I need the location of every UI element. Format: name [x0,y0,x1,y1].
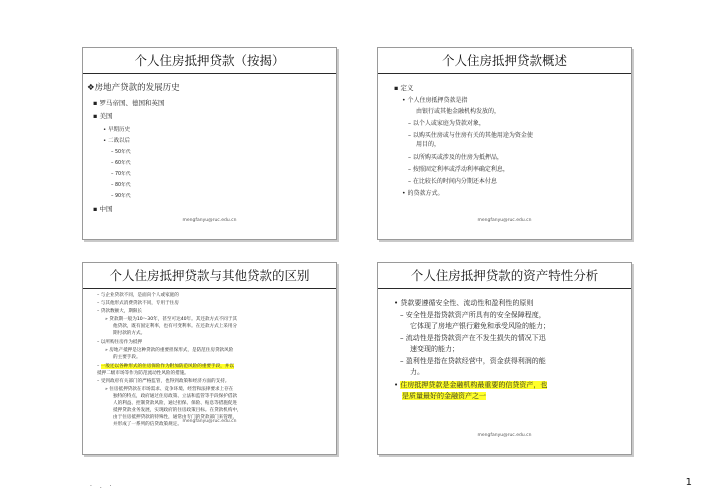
list-item: • 二战以后 [103,138,131,144]
list-item: – 按照固定利率或浮动利率确定利息， [408,166,509,173]
slide-4-body [378,290,631,454]
list-item: 他贷款，既有固定利率，也有可变利率。在还款方式上采用分 [113,324,238,329]
list-item: 力。 [410,368,424,376]
list-item: • 的贷款方式。 [402,190,444,197]
slide-1-title: 个人住房抵押贷款（按揭） [83,48,336,74]
list-item: – 受到政府有关部门的严格监管，也得到政策和经济方面的支持。 [97,379,230,384]
list-item: 抵押贷款业务发展，实现政府的住房政策目标。在贷款机构中， [113,408,242,413]
list-item: ▪ 美国 [93,112,113,120]
list-item: – 贷款数额大，期限长 [97,309,143,314]
list-item: – 在比较长的时间内分期还本付息 [408,178,497,185]
list-item: » 住房抵押贷款在市场需求、竞争环境、经营和法律要求上存在 [105,387,234,392]
list-item: 它体现了房地产银行避免和承受风险的能力； [410,322,550,330]
list-item: ▪ 中国 [93,205,113,213]
list-item: 速变现的能力； [410,345,459,353]
list-item: – 以个人或家庭为贷款对象， [408,120,485,127]
list-item: – 50年代 [111,150,131,155]
list-item: • 个人住房抵押贷款是指 [402,97,468,104]
slide-2-title: 个人住房抵押贷款概述 [378,48,631,74]
slide-3 [82,262,337,455]
list-item: 期付款的方式。 [113,331,146,336]
slide-4-title: 个人住房抵押贷款的资产特性分析 [378,263,631,289]
list-item: – 流动性是指贷款资产在不发生损失的情况下迅 [400,334,546,342]
slide-3-title: 个人住房抵押贷款与其他贷款的区别 [83,263,336,289]
corner-marks: · . · [90,483,115,490]
list-item: – 60年代 [111,161,131,166]
slide-1-body [83,75,336,239]
page-number: 1 [685,477,692,488]
list-item: – 与其他形式消费贷款不同，专用于住房 [97,301,179,306]
list-item: – 与企业贷款不同，是面向个人或家庭的 [97,293,179,298]
list-item: – 以所购住房作为抵押 [97,340,143,345]
list-item: » 贷款期一般为10～30年，甚至可达40年。其还款方式不同于其 [105,317,238,322]
slide-1 [82,47,337,240]
list-item: 用目的， [416,141,441,148]
slide-2 [377,47,632,240]
list-item: 抵押二级市场等作为防范流动性风险的措施。 [97,371,189,376]
list-item: 由银行或其他金融机构发放的， [416,108,501,115]
list-item: 并形成了一系列的信贷政策规定。 [113,422,182,427]
list-item: – 90年代 [111,194,131,199]
list-item: • 贷款要遵循安全性、流动性和盈利性的原则 [394,299,534,307]
slide-2-body [378,75,631,239]
slide-1-heading: ❖房地产贷款的发展历史 [87,83,180,93]
list-item: – 以所购买或涉及的住房为抵押品， [408,154,503,161]
list-item-highlighted: 是质量最好的金融资产之一 [402,392,486,400]
list-item: ▪ 定义 [394,84,414,92]
list-item: 人的利益、控制贷款风险，通过担保、保险、贴息等措施促进 [113,401,238,406]
list-item: 的主要手段。 [113,355,141,360]
list-item: – 盈利性是指在贷款经营中，资金获得利润的能 [400,357,546,365]
list-item: – 以购买住房或与住房有关的其他用途为资金使 [408,132,533,139]
list-item: – 70年代 [111,172,131,177]
list-item-highlighted: – 一般还以各种形式的住房保险作为附加防范风险的重要手段，并以 [97,364,234,369]
list-item: – 80年代 [111,183,131,188]
list-item: 独特的特点，政府通过住房政策、立法和监管等手段保护借款 [113,394,238,399]
slide-1-footer: mengfanyu@ruc.edu.cn [182,218,237,223]
slide-3-body [83,290,336,454]
list-item-highlighted: • 住房抵押贷款是金融机构最重要的信贷资产，也 [394,381,548,389]
list-item: » 房地产抵押是这种贷款的重要担保形式，是防范住房贷款风险 [105,348,234,353]
list-item: 由于住房抵押贷款的特殊性，通常由专门的贷款部门来管理， [113,415,238,420]
slide-4 [377,262,632,455]
list-item: ▪ 罗马帝国、德国和英国 [93,99,165,107]
slide-4-footer: mengfanyu@ruc.edu.cn [477,433,532,438]
list-item: • 早期历史 [103,127,131,133]
list-item: – 安全性是指贷款资产所具有的安全保障程度， [400,311,546,319]
slide-2-footer: mengfanyu@ruc.edu.cn [477,218,532,223]
slide-3-footer: mengfanyu@ruc.edu.cn [182,419,237,424]
